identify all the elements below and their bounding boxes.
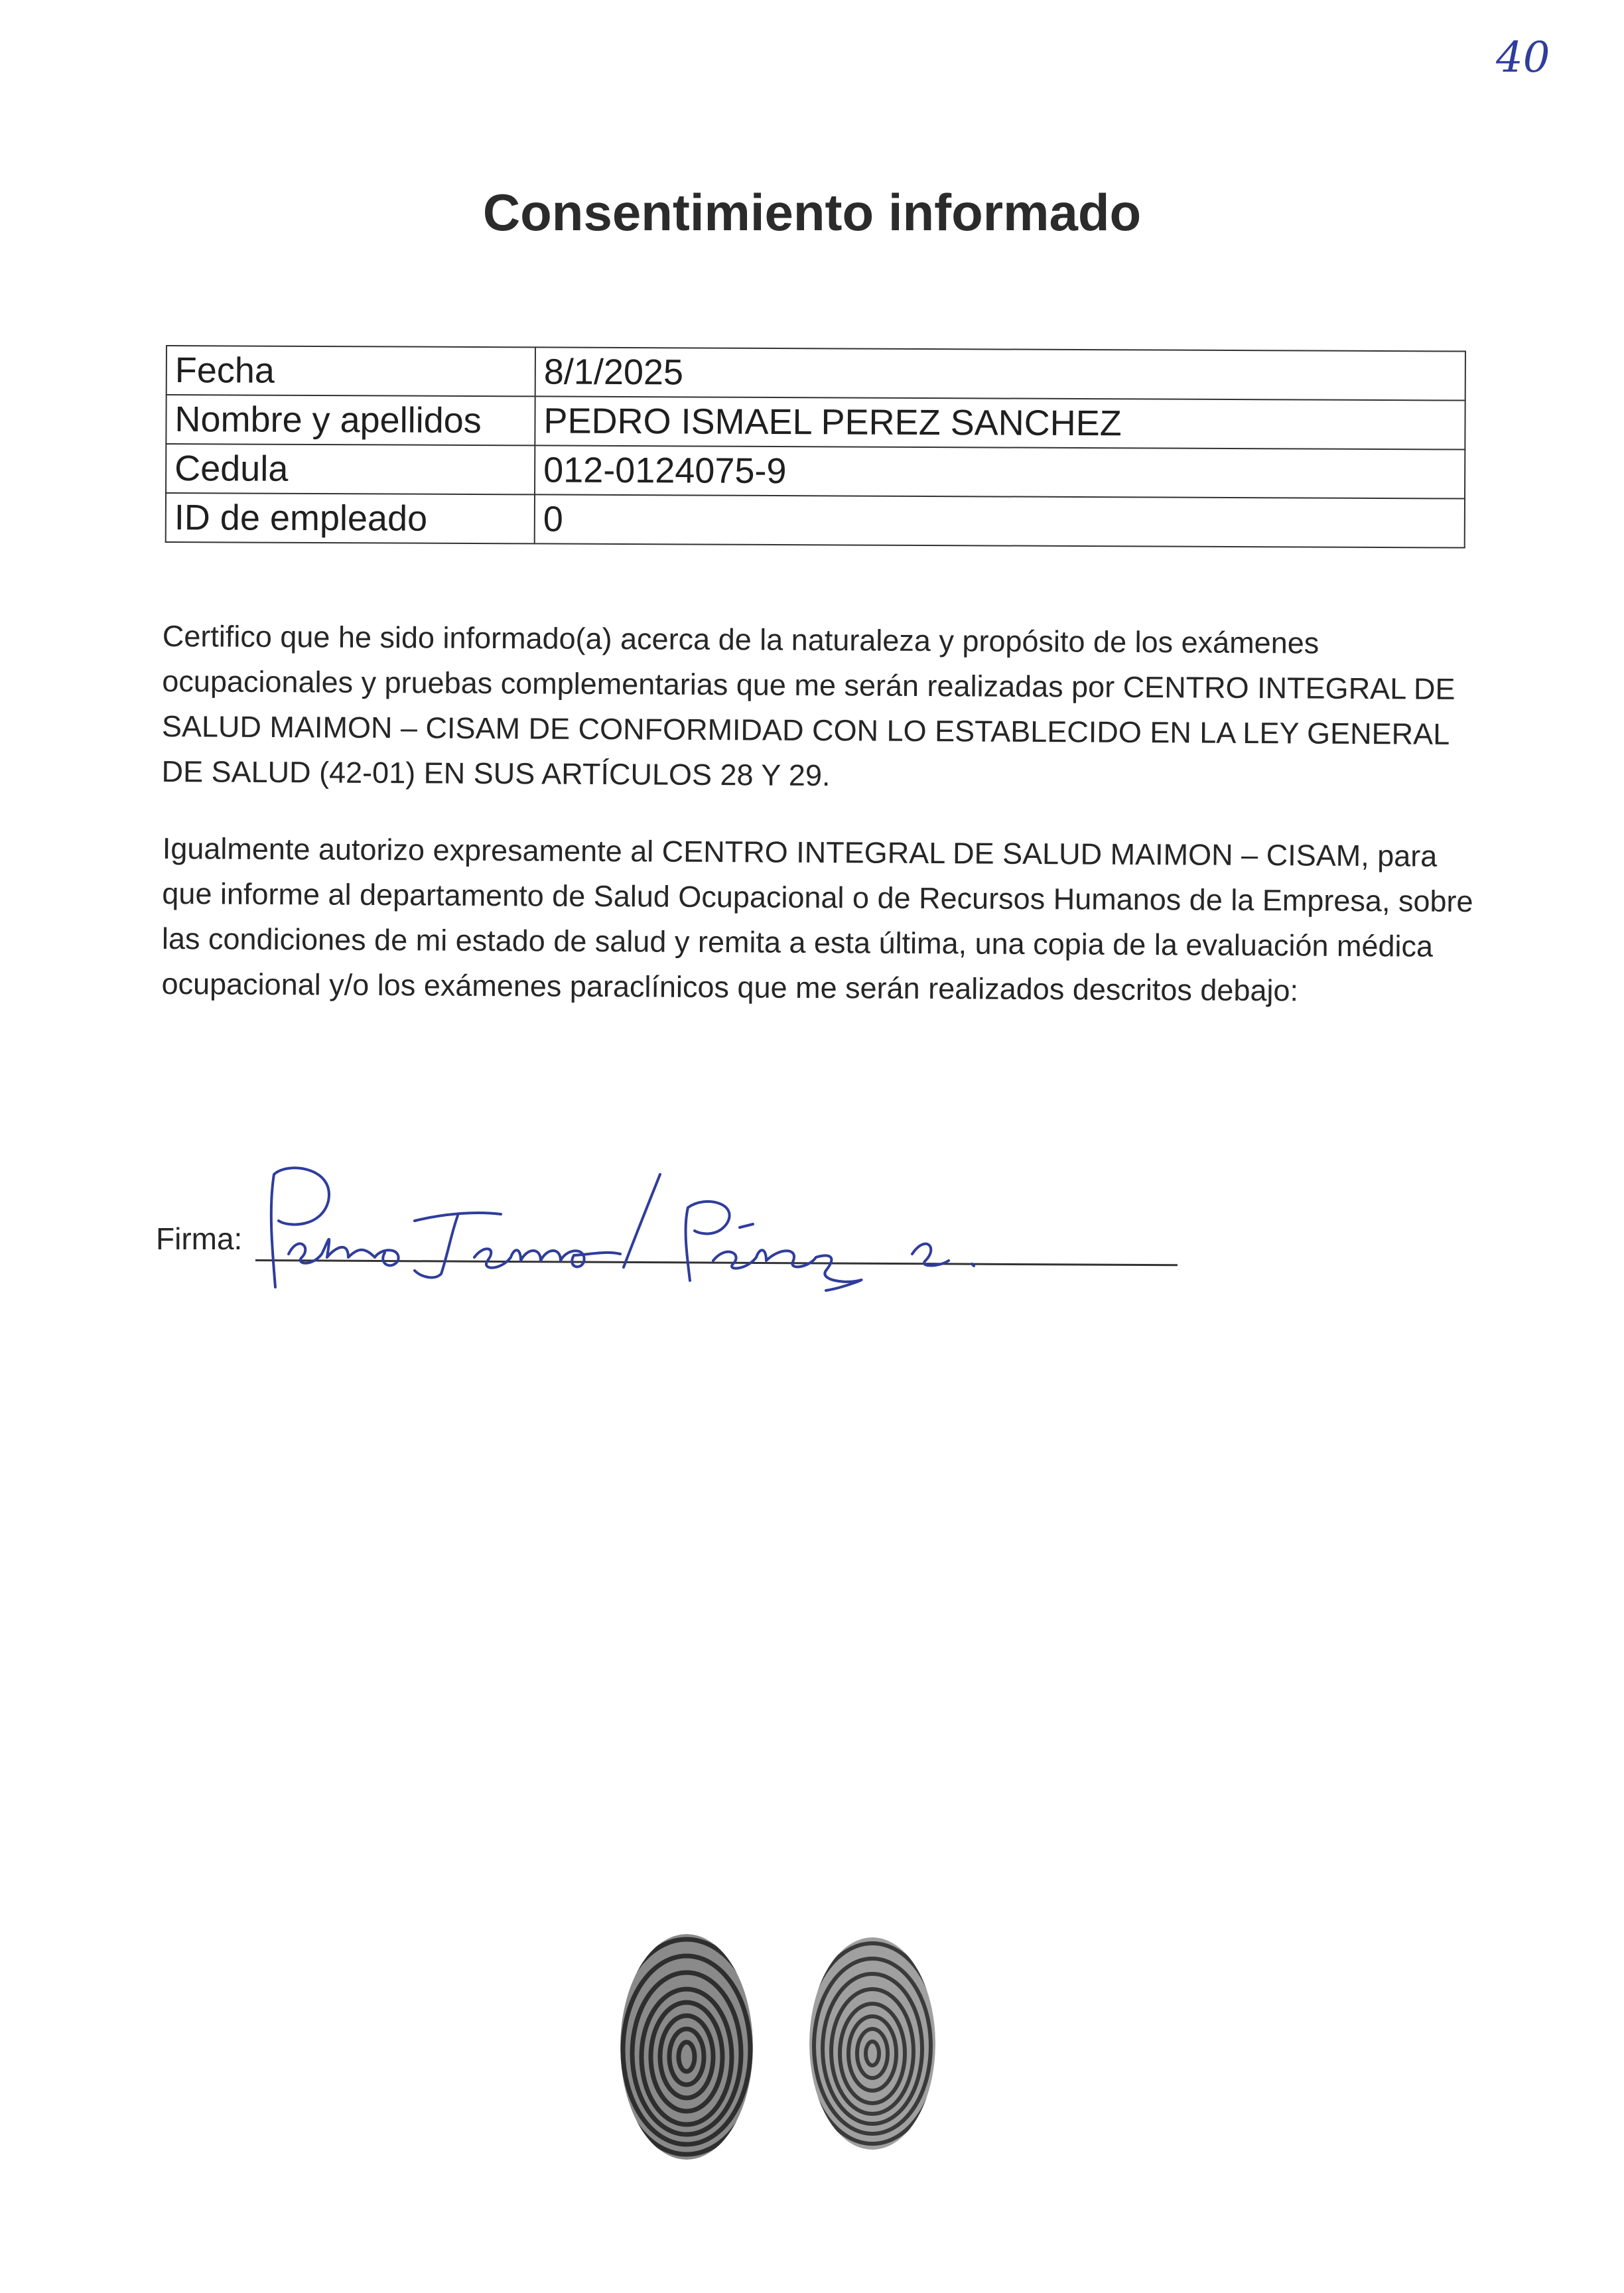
info-table [165,345,1466,549]
nombre-value: PEDRO ISMAEL PEREZ SANCHEZ [535,396,1465,449]
cedula-label: Cedula [166,444,535,494]
table-row [166,444,1465,499]
fecha-label: Fecha [167,346,535,396]
signature-block [156,1148,1191,1281]
table-row [167,346,1465,401]
firma-label: Firma: [156,1221,243,1256]
table-row [166,395,1465,450]
fingerprints [610,1911,955,2176]
right-thumbprint-icon [805,1937,939,2150]
id-empleado-label: ID de empleado [166,493,535,543]
certification-paragraph: Certifico que he sido informado(a) acerca de la naturaleza y propósito de los exámenes ocupacionales y pruebas complementarias que me serán realizadas por CENTRO INTEGRAL DE SALUD MAIMON – CISAM DE CONFORMIDAD CON LO ESTABLECIDO EN LA LEY GENERAL DE SALUD (42-01) EN SUS ARTÍCULOS 28 Y 29. [161,618,1455,793]
table-row [166,493,1465,548]
page-number: 40 [1496,33,1550,82]
cedula-value: 012-0124075-9 [535,445,1465,498]
id-empleado-value: 0 [535,494,1465,547]
left-thumbprint-icon [614,1934,760,2160]
page-title: Consentimiento informado [482,183,1142,242]
authorization-paragraph: Igualmente autorizo expresamente al CENTRO INTEGRAL DE SALUD MAIMON – CISAM, para que informe al departamento de Salud Ocupacional o de Recursos Humanos de la Empresa, sobre las condiciones de mi estado de salud y remita a esta última, una copia de la evaluación médica ocupacional y/o los exámenes paraclínicos que me serán realizados descritos debajo: [161,831,1473,1008]
fecha-value: 8/1/2025 [535,347,1465,400]
nombre-label: Nombre y apellidos [166,395,535,445]
handwritten-signature [249,1148,1085,1300]
